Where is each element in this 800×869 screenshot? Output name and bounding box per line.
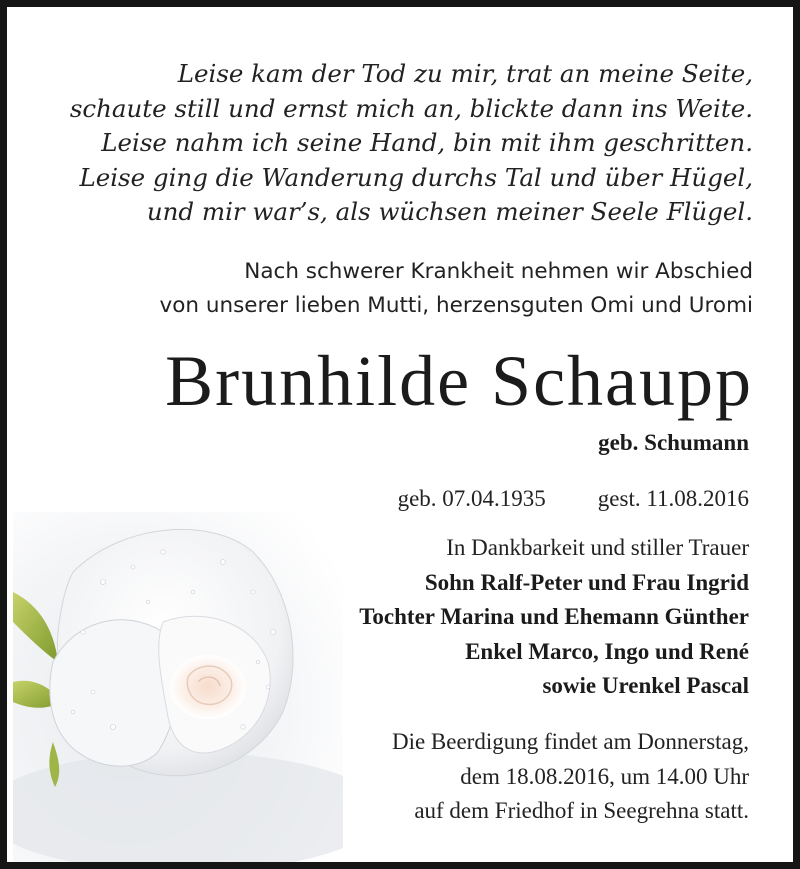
funeral-line: dem 18.08.2016, um 14.00 Uhr <box>460 763 749 789</box>
poem-line: und mir war’s, als wüchsen meiner Seele Flügel. <box>146 197 753 226</box>
funeral-info <box>392 725 749 829</box>
mourner-name: Enkel Marco, Ingo und René <box>465 638 749 664</box>
death-date: gest. 11.08.2016 <box>597 486 749 511</box>
farewell-intro <box>160 255 754 323</box>
mourner-name: Tochter Marina und Ehemann Günther <box>359 604 749 629</box>
birth-date: geb. 07.04.1935 <box>397 486 546 511</box>
mourners-intro: In Dankbarkeit und stiller Trauer <box>446 535 749 560</box>
white-rose-image <box>13 512 343 869</box>
intro-line: Nach schwerer Krankheit nehmen wir Abschied <box>244 259 753 284</box>
intro-line: von unserer lieben Mutti, herzensguten Omi und Uromi <box>159 293 753 318</box>
mourner-name: Sohn Ralf-Peter und Frau Ingrid <box>424 569 749 595</box>
poem-line: Leise ging die Wanderung durchs Tal und über Hügel, <box>79 162 753 192</box>
poem-verse <box>70 57 753 230</box>
poem-line: schaute still und ernst mich an, blickte dann ins Weite. <box>69 93 753 123</box>
life-dates <box>398 481 749 517</box>
poem-line: Leise nahm ich seine Hand, bin mit ihm geschritten. <box>101 128 753 157</box>
poem-line: Leise kam der Tod zu mir, trat an meine Seite, <box>177 59 753 88</box>
funeral-line: auf dem Friedhof in Seegrehna statt. <box>414 798 749 823</box>
mourners-block <box>359 531 749 704</box>
funeral-line: Die Beerdigung findet am Donnerstag, <box>391 729 749 754</box>
deceased-name: Brunhilde Schaupp <box>165 341 753 421</box>
mourner-name: sowie Urenkel Pascal <box>542 673 749 698</box>
maiden-name: geb. Schumann <box>598 430 749 455</box>
